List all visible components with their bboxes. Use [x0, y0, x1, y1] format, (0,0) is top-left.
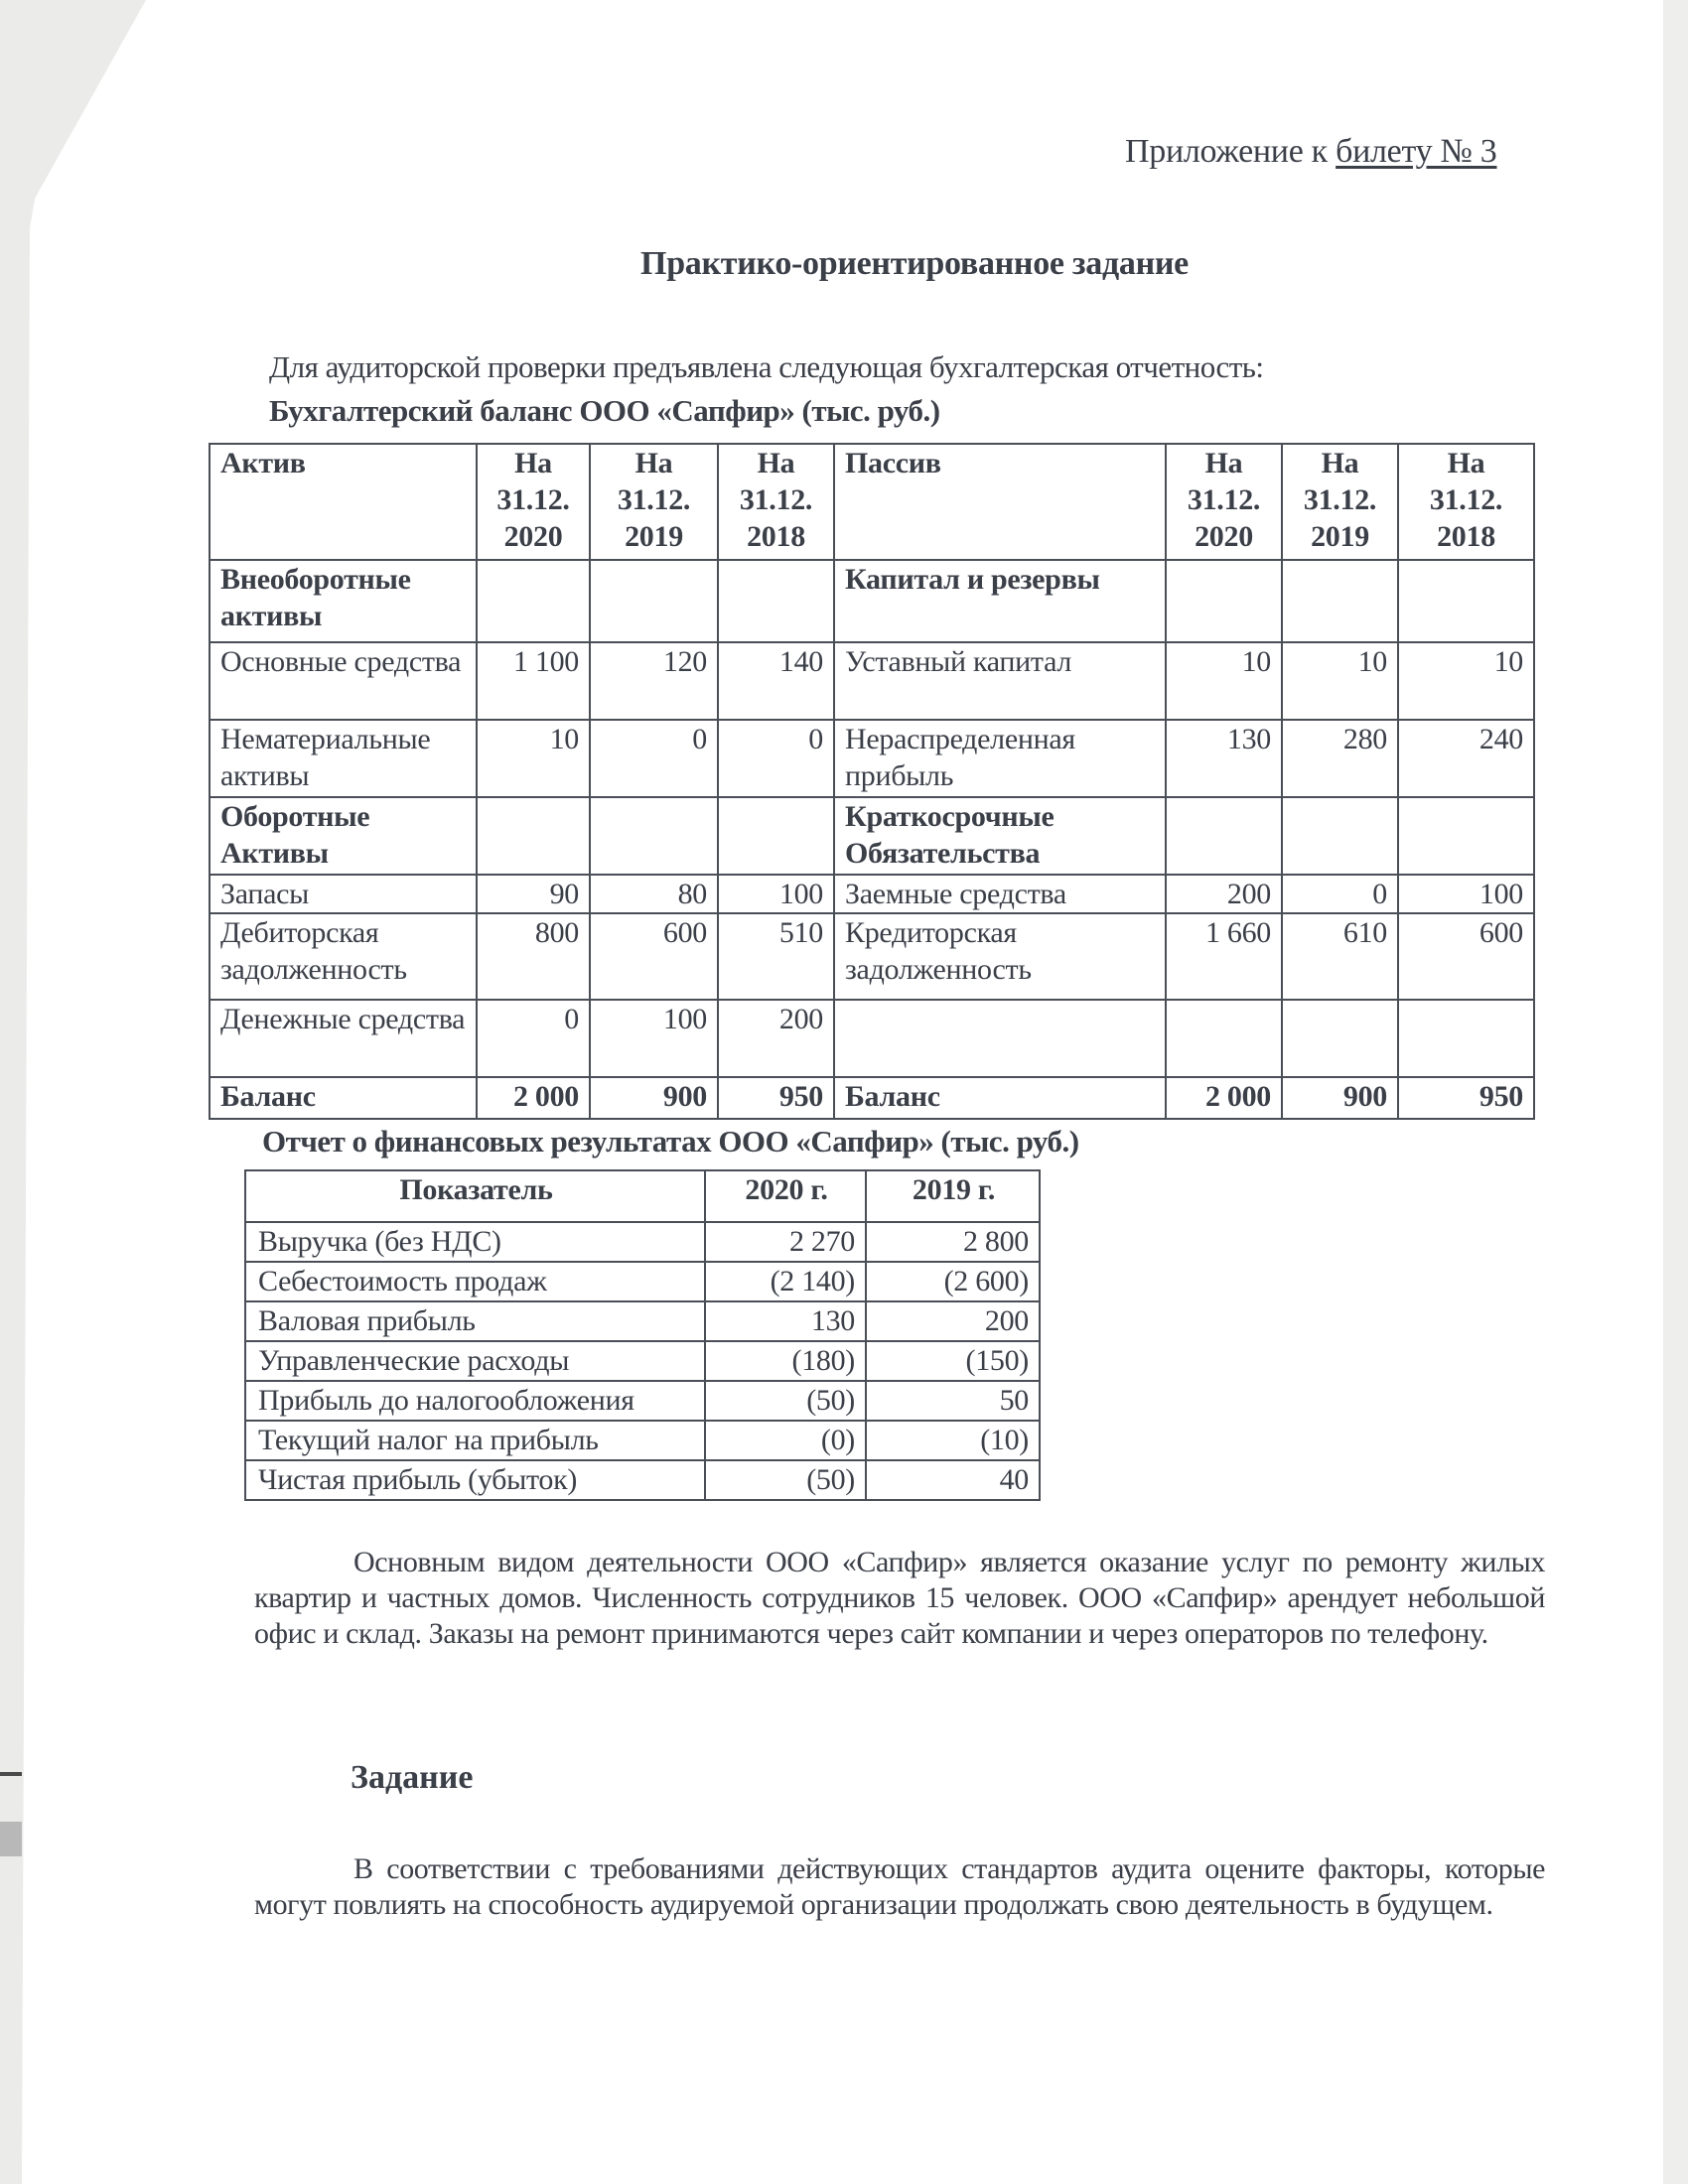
asset-value: 10	[477, 720, 590, 797]
col-header-indicator: Показатель	[245, 1170, 705, 1222]
pl-value: (10)	[866, 1421, 1040, 1460]
asset-value: 1 100	[477, 642, 590, 720]
company-description	[254, 1545, 1545, 1652]
balance-row	[210, 797, 1534, 875]
balance-row	[210, 1000, 1534, 1077]
col-header-asset-2019: На 31.12. 2019	[590, 444, 718, 560]
pl-row	[245, 1341, 1040, 1381]
appendix-header	[1125, 133, 1497, 171]
asset-value	[718, 797, 834, 875]
asset-value: 0	[590, 720, 718, 797]
col-header-asset-2020: На 31.12. 2020	[477, 444, 590, 560]
asset-value: 0	[477, 1000, 590, 1077]
asset-label: Основные средства	[210, 642, 477, 720]
pl-indicator: Чистая прибыль (убыток)	[245, 1460, 705, 1500]
asset-label: Оборотные Активы	[210, 797, 477, 875]
asset-value: 900	[590, 1077, 718, 1119]
ticket-number: билету № 3	[1336, 133, 1497, 170]
pl-value: (180)	[705, 1341, 866, 1381]
liability-value	[1282, 560, 1398, 642]
company-description-text: Основным видом деятельности ООО «Сапфир» является оказание услуг по ремонту жилых квартир и частных домов. Численность сотрудников 15 человек. ООО «Сапфир» арендует небольшой офис и склад. Заказы на ремонт принимаются через сайт компании и через операторов по телефону.	[254, 1546, 1545, 1650]
asset-label: Нематериальные активы	[210, 720, 477, 797]
pl-indicator: Валовая прибыль	[245, 1301, 705, 1341]
balance-row	[210, 642, 1534, 720]
pl-value: (2 600)	[866, 1262, 1040, 1301]
asset-value: 120	[590, 642, 718, 720]
asset-label: Денежные средства	[210, 1000, 477, 1077]
liability-value: 130	[1166, 720, 1282, 797]
balance-row	[210, 720, 1534, 797]
asset-value: 90	[477, 875, 590, 913]
asset-label: Запасы	[210, 875, 477, 913]
liability-value: 610	[1282, 913, 1398, 1000]
liability-label: Капитал и резервы	[834, 560, 1166, 642]
pl-indicator: Текущий налог на прибыль	[245, 1421, 705, 1460]
liability-label	[834, 1000, 1166, 1077]
balance-row	[210, 1077, 1534, 1119]
asset-value: 600	[590, 913, 718, 1000]
income-statement-table	[244, 1169, 1041, 1501]
liability-value: 200	[1166, 875, 1282, 913]
liability-value	[1166, 1000, 1282, 1077]
asset-value: 510	[718, 913, 834, 1000]
col-header-liab-2019: На 31.12. 2019	[1282, 444, 1398, 560]
asset-value: 200	[718, 1000, 834, 1077]
liability-label: Заемные средства	[834, 875, 1166, 913]
balance-row	[210, 875, 1534, 913]
pl-value: 2 270	[705, 1222, 866, 1262]
liability-value: 0	[1282, 875, 1398, 913]
task-heading: Задание	[351, 1759, 474, 1796]
liability-value: 100	[1398, 875, 1534, 913]
pl-header-row	[245, 1170, 1040, 1222]
liability-value	[1166, 560, 1282, 642]
balance-header-row	[210, 444, 1534, 560]
asset-value	[590, 560, 718, 642]
liability-value	[1398, 1000, 1534, 1077]
pl-value: (150)	[866, 1341, 1040, 1381]
liability-label: Уставный капитал	[834, 642, 1166, 720]
pl-indicator: Управленческие расходы	[245, 1341, 705, 1381]
asset-label: Внеоборотные активы	[210, 560, 477, 642]
asset-label: Баланс	[210, 1077, 477, 1119]
col-header-2020: 2020 г.	[705, 1170, 866, 1222]
liability-label: Нераспределенная прибыль	[834, 720, 1166, 797]
col-header-liab-2020: На 31.12. 2020	[1166, 444, 1282, 560]
scan-edge-left	[0, 0, 199, 2184]
pl-value: (50)	[705, 1460, 866, 1500]
liability-value: 900	[1282, 1077, 1398, 1119]
pl-value: (0)	[705, 1421, 866, 1460]
asset-label: Дебиторская задолженность	[210, 913, 477, 1000]
asset-value: 950	[718, 1077, 834, 1119]
col-header-2019: 2019 г.	[866, 1170, 1040, 1222]
pl-value: 130	[705, 1301, 866, 1341]
liability-value: 10	[1166, 642, 1282, 720]
asset-value	[477, 560, 590, 642]
page-title: Практико-ориентированное задание	[640, 245, 1189, 282]
liability-value	[1282, 797, 1398, 875]
liability-value: 10	[1282, 642, 1398, 720]
task-text-body: В соответствии с требованиями действующих стандартов аудита оцените факторы, которые могут повлиять на способность аудируемой организации продолжать свою деятельность в будущем.	[254, 1852, 1545, 1921]
balance-row	[210, 560, 1534, 642]
liability-value	[1282, 1000, 1398, 1077]
pl-row	[245, 1421, 1040, 1460]
pl-value: 50	[866, 1381, 1040, 1421]
asset-value: 0	[718, 720, 834, 797]
pl-value: 200	[866, 1301, 1040, 1341]
liability-value: 10	[1398, 642, 1534, 720]
intro-text: Для аудиторской проверки предъявлена следующая бухгалтерская отчетность:	[269, 349, 1264, 384]
pl-row	[245, 1381, 1040, 1421]
appendix-prefix: Приложение к	[1125, 133, 1336, 170]
liability-label: Баланс	[834, 1077, 1166, 1119]
liability-value	[1398, 560, 1534, 642]
asset-value	[477, 797, 590, 875]
liability-value: 240	[1398, 720, 1534, 797]
liability-label: Краткосрочные Обязательства	[834, 797, 1166, 875]
balance-sheet-table	[209, 443, 1535, 1120]
pl-row	[245, 1460, 1040, 1500]
asset-value: 100	[718, 875, 834, 913]
col-header-asset-2018: На 31.12. 2018	[718, 444, 834, 560]
pl-value: 2 800	[866, 1222, 1040, 1262]
liability-value: 600	[1398, 913, 1534, 1000]
col-header-liab-2018: На 31.12. 2018	[1398, 444, 1534, 560]
liability-value	[1166, 797, 1282, 875]
pl-value: (50)	[705, 1381, 866, 1421]
pl-value: (2 140)	[705, 1262, 866, 1301]
balance-caption: Бухгалтерский баланс ООО «Сапфир» (тыс. руб.)	[269, 393, 940, 428]
pl-value: 40	[866, 1460, 1040, 1500]
liability-value: 280	[1282, 720, 1398, 797]
asset-value: 800	[477, 913, 590, 1000]
col-header-liability: Пассив	[834, 444, 1166, 560]
liability-value: 1 660	[1166, 913, 1282, 1000]
asset-value: 100	[590, 1000, 718, 1077]
balance-row	[210, 913, 1534, 1000]
pl-row	[245, 1301, 1040, 1341]
liability-label: Кредиторская задолженность	[834, 913, 1166, 1000]
asset-value: 80	[590, 875, 718, 913]
pl-indicator: Прибыль до налогообложения	[245, 1381, 705, 1421]
pl-indicator: Себестоимость продаж	[245, 1262, 705, 1301]
liability-value: 950	[1398, 1077, 1534, 1119]
asset-value	[718, 560, 834, 642]
liability-value: 2 000	[1166, 1077, 1282, 1119]
pl-row	[245, 1222, 1040, 1262]
asset-value	[590, 797, 718, 875]
pl-row	[245, 1262, 1040, 1301]
pl-indicator: Выручка (без НДС)	[245, 1222, 705, 1262]
pl-caption: Отчет о финансовых результатах ООО «Сапфир» (тыс. руб.)	[262, 1124, 1079, 1159]
asset-value: 140	[718, 642, 834, 720]
col-header-asset: Актив	[210, 444, 477, 560]
liability-value	[1398, 797, 1534, 875]
task-text	[254, 1851, 1545, 1923]
asset-value: 2 000	[477, 1077, 590, 1119]
scan-edge-right	[1663, 0, 1688, 2184]
